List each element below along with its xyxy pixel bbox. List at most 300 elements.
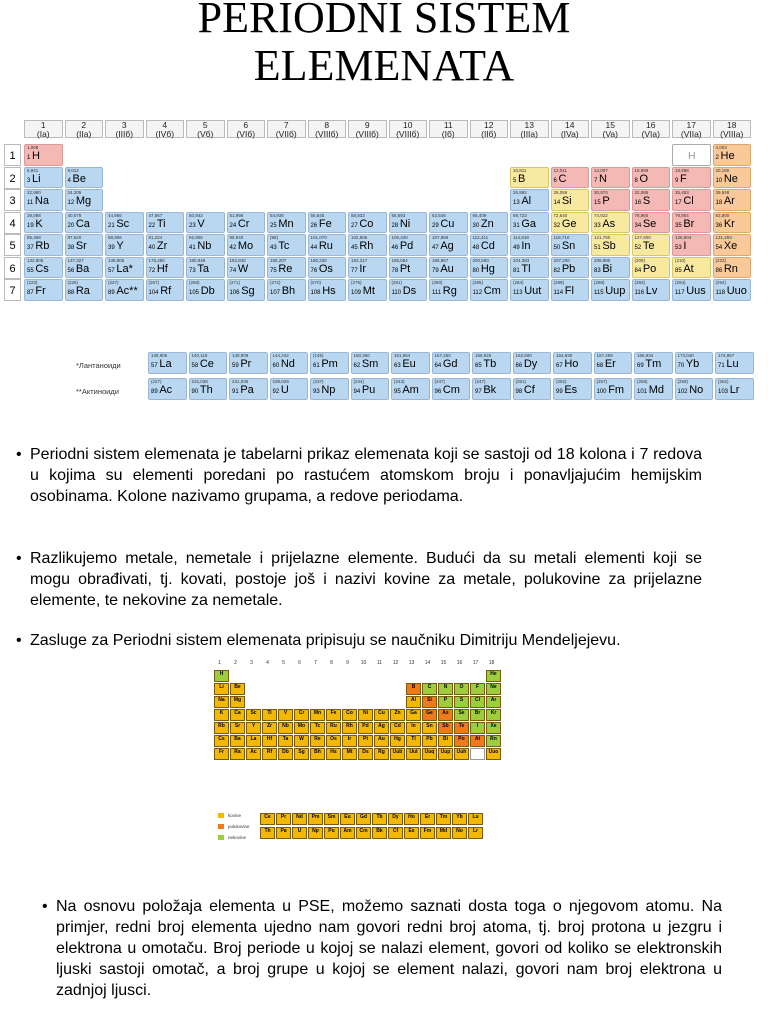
- mini-element-cell: Re: [310, 735, 325, 747]
- mini-element-cell: H: [214, 670, 229, 682]
- element-cell: 28,086 14 Si: [551, 189, 590, 211]
- mini-element-cell: I: [470, 722, 485, 734]
- element-cell: 114,818 49 In: [510, 234, 549, 256]
- element-cell: 186,207 75 Re: [267, 257, 306, 279]
- mini-element-cell: As: [438, 709, 453, 721]
- group-number: 16: [456, 660, 463, 666]
- mini-element-cell: Ds: [358, 748, 373, 760]
- element-cell: 164,930 67 Ho: [553, 352, 592, 374]
- element-cell: 158,925 65 Tb: [472, 352, 511, 374]
- mini-element-cell: Ta: [278, 735, 293, 747]
- mini-element-cell: Rh: [342, 722, 357, 734]
- group-number: 11: [376, 660, 383, 666]
- legend-label: kovine: [228, 813, 242, 818]
- mini-element-cell: Ne: [486, 683, 501, 695]
- mini-element-cell: Pd: [358, 722, 373, 734]
- element-cell: 63,546 29 Cu: [429, 212, 468, 234]
- mini-element-cell: Es: [404, 827, 419, 839]
- group-header: 3 (IIIб): [105, 120, 144, 138]
- group-number: 10: [360, 660, 367, 666]
- lanthanides-label: *Лантаноиди: [76, 361, 121, 370]
- mini-element-cell: Zn: [390, 709, 405, 721]
- element-cell: (223) 87 Fr: [24, 279, 63, 301]
- mini-element-cell: Os: [326, 735, 341, 747]
- element-cell: 208,980 83 Bi: [591, 257, 630, 279]
- element-cell: 88,906 39 Y: [105, 234, 144, 256]
- mini-element-cell: At: [470, 735, 485, 747]
- period-label: 1: [4, 144, 21, 166]
- mini-element-cell: Be: [230, 683, 245, 695]
- element-cell: 74,922 33 As: [591, 212, 630, 234]
- mini-element-cell: Cd: [390, 722, 405, 734]
- element-cell: (289) 114 Fl: [551, 279, 590, 301]
- mini-element-cell: Fm: [420, 827, 435, 839]
- bullet-text: Zasluge za Periodni sistem elemenata pripisuju se naučniku Dimitriju Mendeljejevu.: [30, 632, 621, 649]
- mini-element-cell: Cf: [388, 827, 403, 839]
- element-cell: 4,003 2 He: [713, 144, 752, 166]
- mini-element-cell: Sg: [294, 748, 309, 760]
- mini-element-cell: Ag: [374, 722, 389, 734]
- mini-element-cell: Th: [260, 827, 275, 839]
- group-header: 2 (IIa): [65, 120, 104, 138]
- mini-element-cell: [470, 748, 485, 760]
- mini-element-cell: Bh: [310, 748, 325, 760]
- mini-element-cell: Xe: [486, 722, 501, 734]
- group-number: 5: [282, 660, 285, 666]
- bullet-text: Periodni sistem elemenata je tabelarni prikaz elemenata koji se sastoji od 18 kolona i 7 redova u kojima su elementi poredani po rastućem atomskom broju i ponavljajućim hemijskim osobinama. Kolone nazivamo grupama, a redove periodama.: [30, 446, 702, 505]
- mini-element-cell: F: [470, 683, 485, 695]
- element-cell: 183,840 74 W: [227, 257, 266, 279]
- mini-element-cell: Cl: [470, 696, 485, 708]
- group-header: 13 (IIIa): [510, 120, 549, 138]
- mini-element-cell: Ra: [230, 748, 245, 760]
- mini-element-cell: Md: [436, 827, 451, 839]
- mini-element-cell: Ti: [262, 709, 277, 721]
- element-cell: 101,070 44 Ru: [308, 234, 347, 256]
- mini-element-cell: N: [438, 683, 453, 695]
- group-header: 9 (VIIIб): [348, 120, 387, 138]
- element-cell: 10,811 5 B: [510, 167, 549, 189]
- element-cell: 121,760 51 Sb: [591, 234, 630, 256]
- mini-element-cell: Cs: [214, 735, 229, 747]
- group-header: 14 (IVa): [551, 120, 590, 138]
- group-header: 10 (VIIIб): [389, 120, 428, 138]
- element-cell: 178,490 72 Hf: [146, 257, 185, 279]
- element-cell: 18,998 9 F: [672, 167, 711, 189]
- group-header: 15 (Va): [591, 120, 630, 138]
- element-cell: 107,868 47 Ag: [429, 234, 468, 256]
- mini-element-cell: B: [406, 683, 421, 695]
- element-cell: (227) 89 Ac**: [105, 279, 144, 301]
- element-cell: 151,964 63 Eu: [391, 352, 430, 374]
- element-cell: (294) 118 Uuo: [713, 279, 752, 301]
- group-header: 6 (VIб): [227, 120, 266, 138]
- mini-element-cell: Sb: [438, 722, 453, 734]
- mini-element-cell: Uuq: [422, 748, 437, 760]
- mini-element-cell: O: [454, 683, 469, 695]
- element-cell: (244) 94 Pu: [351, 378, 390, 400]
- element-cell: 144,242 60 Nd: [270, 352, 309, 374]
- bullet-marker: •: [16, 550, 22, 567]
- element-cell: (237) 93 Np: [310, 378, 349, 400]
- element-cell: 192,217 77 Ir: [348, 257, 387, 279]
- element-cell: (268) 105 Db: [186, 279, 225, 301]
- mini-element-cell: Fe: [326, 709, 341, 721]
- mini-element-cell: Mt: [342, 748, 357, 760]
- element-cell: 39,098 19 K: [24, 212, 63, 234]
- mini-element-cell: Tc: [310, 722, 325, 734]
- group-header: 4 (IVб): [146, 120, 185, 138]
- mini-element-cell: U: [292, 827, 307, 839]
- element-cell: 95,940 42 Mo: [227, 234, 266, 256]
- mini-element-cell: La: [246, 735, 261, 747]
- group-number: 14: [424, 660, 431, 666]
- mini-element-cell: Tl: [406, 735, 421, 747]
- mini-element-cell: Uuh: [454, 748, 469, 760]
- group-number: 1: [218, 660, 221, 666]
- mini-element-cell: Sm: [324, 813, 339, 825]
- mini-element-cell: Hf: [262, 735, 277, 747]
- element-cell: 140,908 59 Pr: [229, 352, 268, 374]
- hydrogen-repeat-box: H: [672, 144, 711, 166]
- mini-element-cell: Pb: [422, 735, 437, 747]
- mini-element-cell: Mn: [310, 709, 325, 721]
- mini-element-cell: Tm: [436, 813, 451, 825]
- mini-element-cell: Po: [454, 735, 469, 747]
- bullet-paragraph-4: [42, 896, 722, 1001]
- element-cell: 200,590 80 Hg: [470, 257, 509, 279]
- mini-element-cell: Ga: [406, 709, 421, 721]
- mini-element-cell: Uub: [390, 748, 405, 760]
- element-cell: (226) 88 Ra: [65, 279, 104, 301]
- bullet-marker: •: [42, 898, 48, 915]
- element-cell: 83,800 36 Kr: [713, 212, 752, 234]
- element-cell: 174,967 71 Lu: [715, 352, 754, 374]
- mini-element-cell: No: [452, 827, 467, 839]
- element-cell: (252) 99 Es: [553, 378, 592, 400]
- mini-element-cell: P: [438, 696, 453, 708]
- element-cell: 65,409 30 Zn: [470, 212, 509, 234]
- period-label: 6: [4, 257, 21, 279]
- group-header: 17 (VIIa): [672, 120, 711, 138]
- element-cell: 150,360 62 Sm: [351, 352, 390, 374]
- mini-element-cell: Rf: [262, 748, 277, 760]
- element-cell: 50,942 23 V: [186, 212, 225, 234]
- mini-element-cell: Sn: [422, 722, 437, 734]
- bullet-paragraph-2: [16, 548, 702, 611]
- element-cell: 12,011 6 C: [551, 167, 590, 189]
- bullet-marker: •: [16, 632, 22, 649]
- element-cell: 9,012 4 Be: [65, 167, 104, 189]
- element-cell: 180,948 73 Ta: [186, 257, 225, 279]
- periodic-table-large: [4, 120, 764, 410]
- mini-element-cell: Pu: [324, 827, 339, 839]
- element-cell: (259) 102 No: [675, 378, 714, 400]
- mini-element-cell: Ir: [342, 735, 357, 747]
- element-cell: 92,906 41 Nb: [186, 234, 225, 256]
- mini-element-cell: Er: [420, 813, 435, 825]
- element-cell: 106,420 46 Pd: [389, 234, 428, 256]
- group-header: 8 (VIIIб): [308, 120, 347, 138]
- element-cell: 102,906 45 Rh: [348, 234, 387, 256]
- bullet-paragraph-1: [16, 444, 702, 507]
- element-cell: 85,468 37 Rb: [24, 234, 63, 256]
- element-cell: 20,180 10 Ne: [713, 167, 752, 189]
- mini-element-cell: Cr: [294, 709, 309, 721]
- mini-element-cell: S: [454, 696, 469, 708]
- mini-element-cell: Nd: [292, 813, 307, 825]
- element-cell: 58,693 28 Ni: [389, 212, 428, 234]
- mini-element-cell: Br: [470, 709, 485, 721]
- element-cell: (293) 116 Lv: [632, 279, 671, 301]
- mini-element-cell: Mg: [230, 696, 245, 708]
- element-cell: 132,905 55 Cs: [24, 257, 63, 279]
- group-number: 6: [298, 660, 301, 666]
- mini-element-cell: Uut: [406, 748, 421, 760]
- period-label: 2: [4, 167, 21, 189]
- element-cell: 26,982 13 Al: [510, 189, 549, 211]
- legend-swatch: [218, 835, 224, 840]
- mini-element-cell: C: [422, 683, 437, 695]
- element-cell: (276) 109 Mt: [348, 279, 387, 301]
- element-cell: (257) 100 Fm: [594, 378, 633, 400]
- mini-element-cell: Hg: [390, 735, 405, 747]
- mini-element-cell: Fr: [214, 748, 229, 760]
- mini-element-cell: Np: [308, 827, 323, 839]
- element-cell: 204,383 81 Tl: [510, 257, 549, 279]
- mini-element-cell: Ru: [326, 722, 341, 734]
- element-cell: 138,905 57 La: [148, 352, 187, 374]
- mini-element-cell: Eu: [340, 813, 355, 825]
- element-cell: 51,996 24 Cr: [227, 212, 266, 234]
- mini-element-cell: Ho: [404, 813, 419, 825]
- group-header: 1 (Ia): [24, 120, 63, 138]
- element-cell: 118,710 50 Sn: [551, 234, 590, 256]
- mini-element-cell: Li: [214, 683, 229, 695]
- mini-element-cell: Mo: [294, 722, 309, 734]
- element-cell: 173,040 70 Yb: [675, 352, 714, 374]
- title-line-2: ELEMENATA: [253, 41, 515, 90]
- mini-element-cell: Uuo: [486, 748, 501, 760]
- element-cell: (251) 98 Cf: [513, 378, 552, 400]
- element-cell: (209) 84 Po: [632, 257, 671, 279]
- mini-element-cell: He: [486, 670, 501, 682]
- group-number: 4: [266, 660, 269, 666]
- group-number: 15: [440, 660, 447, 666]
- mini-element-cell: Y: [246, 722, 261, 734]
- period-label: 5: [4, 234, 21, 256]
- element-cell: (247) 96 Cm: [432, 378, 471, 400]
- element-cell: (280) 111 Rg: [429, 279, 468, 301]
- element-cell: (243) 95 Am: [391, 378, 430, 400]
- element-cell: 35,453 17 Cl: [672, 189, 711, 211]
- mini-element-cell: Am: [340, 827, 355, 839]
- element-cell: (270) 108 Hs: [308, 279, 347, 301]
- mini-element-cell: Ce: [260, 813, 275, 825]
- mini-element-cell: K: [214, 709, 229, 721]
- element-cell: 196,967 79 Au: [429, 257, 468, 279]
- period-label: 3: [4, 189, 21, 211]
- mini-element-cell: Cu: [374, 709, 389, 721]
- mini-element-cell: Ac: [246, 748, 261, 760]
- group-number: 17: [472, 660, 479, 666]
- mini-element-cell: Al: [406, 696, 421, 708]
- element-cell: 137,327 56 Ba: [65, 257, 104, 279]
- mini-element-cell: Ar: [486, 696, 501, 708]
- element-cell: 44,956 21 Sc: [105, 212, 144, 234]
- bullet-text: Na osnovu položaja elementa u PSE, možemo saznati dosta toga o njegovom atomu. Na primjer, redni broj elementa ujedno nam govori redni broj atoma, tj. broj protona u jezgru i elektrona u omotaču. Broj periode u kojoj se nalazi element, govori od koliko se elektronskih ljuski sastoji omotač, a broj grupe u kojoj se element nalazi, govori nam broj elektrona u zadnjoj ljusci.: [56, 898, 722, 999]
- mini-element-cell: W: [294, 735, 309, 747]
- mini-element-cell: Dy: [388, 813, 403, 825]
- group-header: 5 (Vб): [186, 120, 225, 138]
- mini-element-cell: Pm: [308, 813, 323, 825]
- element-cell: 231,036 91 Pa: [229, 378, 268, 400]
- element-cell: 131,293 54 Xe: [713, 234, 752, 256]
- mini-element-cell: Cm: [356, 827, 371, 839]
- element-cell: 55,845 26 Fe: [308, 212, 347, 234]
- group-header: 16 (VIa): [632, 120, 671, 138]
- element-cell: 32,065 16 S: [632, 189, 671, 211]
- mini-element-cell: Si: [422, 696, 437, 708]
- element-cell: (98) 43 Tc: [267, 234, 306, 256]
- mini-element-cell: Tb: [372, 813, 387, 825]
- element-cell: 87,620 38 Sr: [65, 234, 104, 256]
- element-cell: 58,933 27 Co: [348, 212, 387, 234]
- mini-element-cell: Uup: [438, 748, 453, 760]
- element-cell: 72,640 32 Ge: [551, 212, 590, 234]
- legend-swatch: [218, 824, 224, 829]
- element-cell: 79,904 35 Br: [672, 212, 711, 234]
- mini-element-cell: Sc: [246, 709, 261, 721]
- group-number: 12: [392, 660, 399, 666]
- mini-element-cell: Gd: [356, 813, 371, 825]
- element-cell: (294) 117 Uus: [672, 279, 711, 301]
- title-line-1: PERIODNI SISTEM: [197, 0, 571, 42]
- mini-element-cell: Yb: [452, 813, 467, 825]
- mini-element-cell: Bk: [372, 827, 387, 839]
- element-cell: (272) 107 Bh: [267, 279, 306, 301]
- mini-element-cell: Pr: [276, 813, 291, 825]
- group-number: 2: [234, 660, 237, 666]
- group-header: 18 (VIIIa): [713, 120, 752, 138]
- element-cell: 6,941 3 Li: [24, 167, 63, 189]
- element-cell: (262) 103 Lr: [715, 378, 754, 400]
- element-cell: 22,990 11 Na: [24, 189, 63, 211]
- element-cell: (258) 101 Md: [634, 378, 673, 400]
- element-cell: (247) 97 Bk: [472, 378, 511, 400]
- element-cell: 167,259 68 Er: [594, 352, 633, 374]
- element-cell: 162,500 66 Dy: [513, 352, 552, 374]
- element-cell: 138,905 57 La*: [105, 257, 144, 279]
- legend-swatch: [218, 813, 224, 818]
- mini-element-cell: Lr: [468, 827, 483, 839]
- bullet-marker: •: [16, 446, 22, 463]
- element-cell: 1,008 1 H: [24, 144, 63, 166]
- group-number: 7: [314, 660, 317, 666]
- element-cell: 232,038 90 Th: [189, 378, 228, 400]
- element-cell: 14,007 7 N: [591, 167, 630, 189]
- element-cell: 190,230 76 Os: [308, 257, 347, 279]
- mini-element-cell: V: [278, 709, 293, 721]
- mini-element-cell: Ni: [358, 709, 373, 721]
- element-cell: 238,029 92 U: [270, 378, 309, 400]
- element-cell: (281) 110 Ds: [389, 279, 428, 301]
- element-cell: 39,948 18 Ar: [713, 189, 752, 211]
- element-cell: (227) 89 Ac: [148, 378, 187, 400]
- group-number: 13: [408, 660, 415, 666]
- mini-element-cell: Ge: [422, 709, 437, 721]
- element-cell: 54,938 25 Mn: [267, 212, 306, 234]
- element-cell: 47,867 22 Ti: [146, 212, 185, 234]
- bullet-text: Razlikujemo metale, nemetale i prijelazne elemente. Budući da su metali elementi koji se mogu obrađivati, tj. kovati, postoje još i nazivi kovine za metale, polukovine za prijelazne elemente, te nekovine za nemetale.: [30, 550, 702, 609]
- group-number: 18: [488, 660, 495, 666]
- group-number: 8: [330, 660, 333, 666]
- mini-element-cell: Db: [278, 748, 293, 760]
- mini-element-cell: Pa: [276, 827, 291, 839]
- element-cell: 40,078 20 Ca: [65, 212, 104, 234]
- element-cell: (267) 104 Rf: [146, 279, 185, 301]
- group-header: 7 (VIIб): [267, 120, 306, 138]
- mini-element-cell: Bi: [438, 735, 453, 747]
- mini-element-cell: Kr: [486, 709, 501, 721]
- mini-element-cell: Au: [374, 735, 389, 747]
- mini-element-cell: Nb: [278, 722, 293, 734]
- group-header: 11 (Iб): [429, 120, 468, 138]
- element-cell: (288) 115 Uup: [591, 279, 630, 301]
- element-cell: 157,250 64 Gd: [432, 352, 471, 374]
- element-cell: 207,200 82 Pb: [551, 257, 590, 279]
- mini-element-cell: Rb: [214, 722, 229, 734]
- legend-label: nekovine: [228, 835, 247, 840]
- bullet-paragraph-3: [16, 630, 702, 651]
- element-cell: (210) 85 At: [672, 257, 711, 279]
- actinides-label: **Актиноиди: [76, 387, 119, 396]
- element-cell: 127,600 52 Te: [632, 234, 671, 256]
- element-cell: (285) 112 Cm: [470, 279, 509, 301]
- mini-element-cell: Co: [342, 709, 357, 721]
- element-cell: 15,999 8 O: [632, 167, 671, 189]
- mini-element-cell: Ca: [230, 709, 245, 721]
- element-cell: 126,904 53 I: [672, 234, 711, 256]
- element-cell: 91,224 40 Zr: [146, 234, 185, 256]
- group-number: 3: [250, 660, 253, 666]
- element-cell: 168,934 69 Tm: [634, 352, 673, 374]
- element-cell: 112,411 48 Cd: [470, 234, 509, 256]
- element-cell: 24,305 12 Mg: [65, 189, 104, 211]
- mini-element-cell: In: [406, 722, 421, 734]
- group-header: 12 (IIб): [470, 120, 509, 138]
- mini-element-cell: Rn: [486, 735, 501, 747]
- element-cell: (284) 113 Uut: [510, 279, 549, 301]
- mini-element-cell: Sr: [230, 722, 245, 734]
- mini-element-cell: Pt: [358, 735, 373, 747]
- periodic-table-small: [206, 658, 502, 854]
- mini-element-cell: Rg: [374, 748, 389, 760]
- mini-element-cell: Se: [454, 709, 469, 721]
- period-label: 7: [4, 279, 21, 301]
- element-cell: 195,084 78 Pt: [389, 257, 428, 279]
- group-number: 9: [346, 660, 349, 666]
- mini-element-cell: Na: [214, 696, 229, 708]
- element-cell: 69,723 31 Ga: [510, 212, 549, 234]
- mini-element-cell: Te: [454, 722, 469, 734]
- mini-element-cell: Hs: [326, 748, 341, 760]
- element-cell: (222) 86 Rn: [713, 257, 752, 279]
- legend-label: polukovine: [228, 824, 250, 829]
- mini-element-cell: Ba: [230, 735, 245, 747]
- mini-element-cell: Zr: [262, 722, 277, 734]
- element-cell: (271) 106 Sg: [227, 279, 266, 301]
